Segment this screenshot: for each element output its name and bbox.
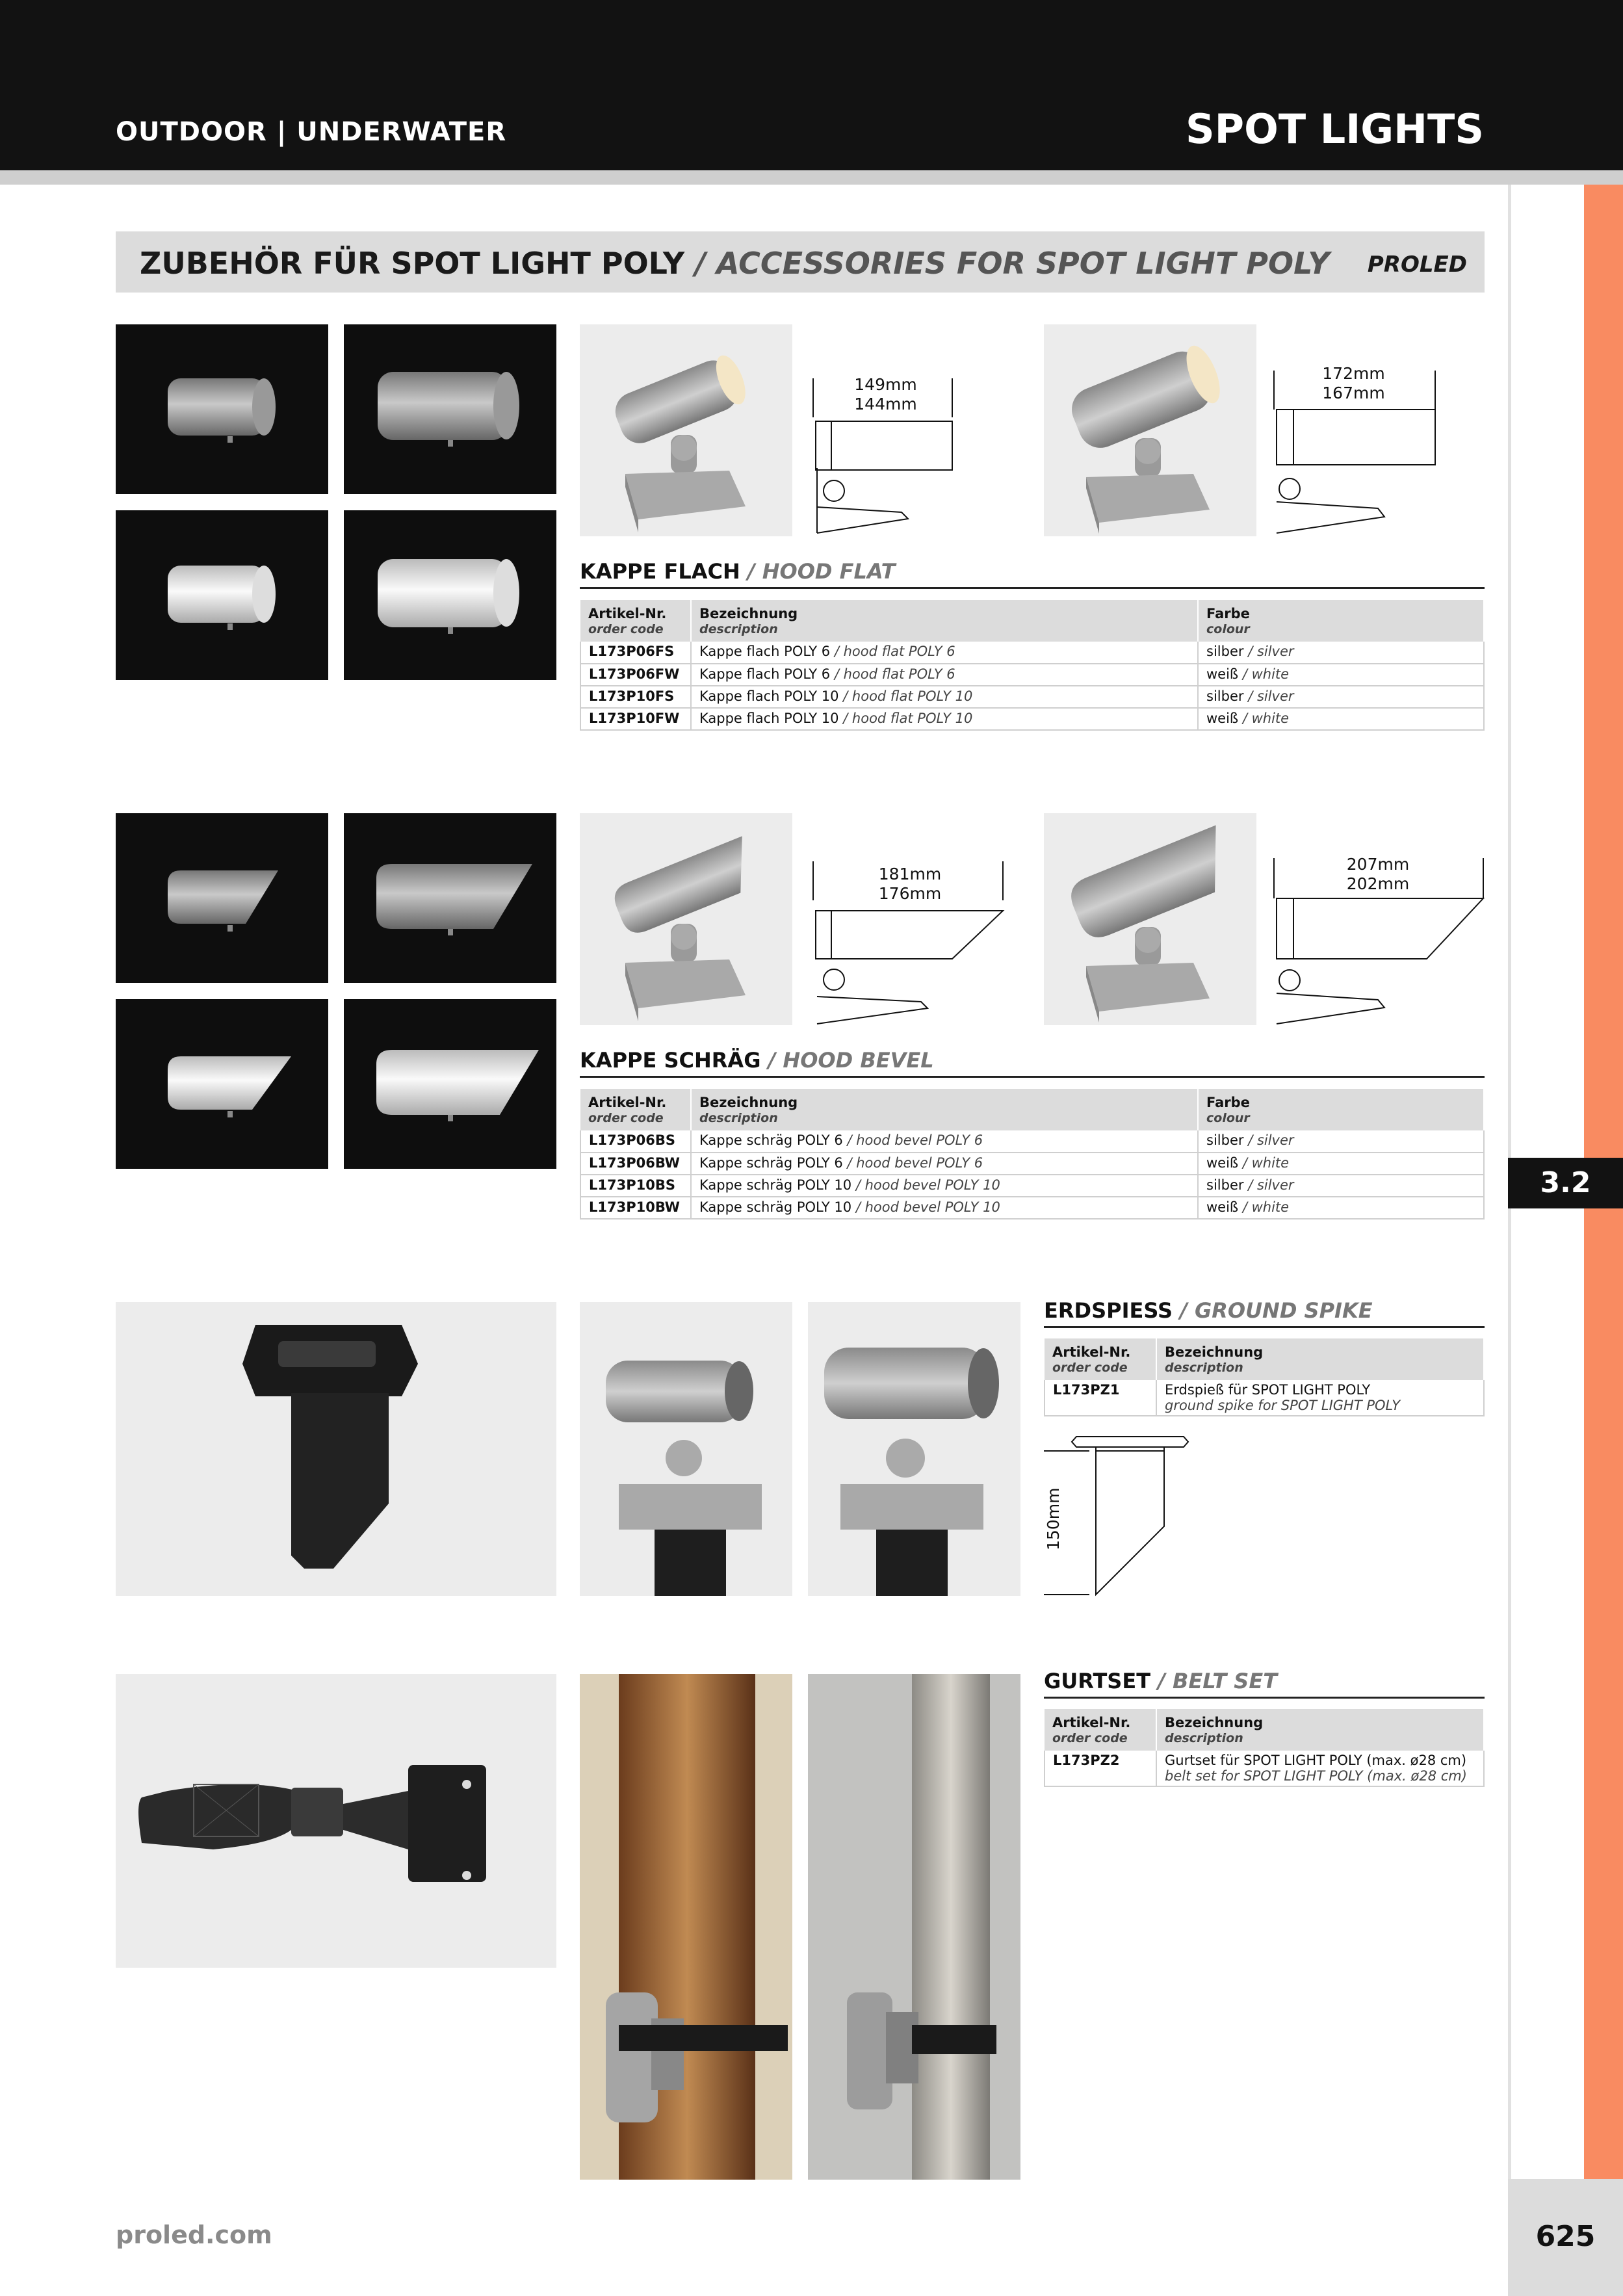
color-en: / white [1242, 1199, 1290, 1215]
poly10-bevel-dim-1: 207mm [1346, 855, 1410, 874]
description [691, 642, 1198, 664]
color-de: weiß [1206, 1199, 1239, 1215]
page-number: 625 [1535, 2220, 1596, 2253]
page-title-en: / ACCESSORIES FOR SPOT LIGHT POLY [695, 246, 1330, 281]
color-de: weiß [1206, 711, 1239, 726]
hood-flat-title-en: / HOOD FLAT [747, 559, 896, 584]
col-code [1045, 1709, 1156, 1751]
desc-de: Kappe flach POLY 10 [699, 688, 839, 704]
desc-de: Gurtset für SPOT LIGHT POLY (max. ø28 cm) [1165, 1753, 1467, 1768]
belt-set-title [1044, 1669, 1277, 1693]
col-color-en: colour [1206, 622, 1250, 637]
desc-en: ground spike for SPOT LIGHT POLY [1165, 1398, 1401, 1413]
col-code-de: Artikel-Nr. [588, 606, 667, 621]
poly6-flat-dim-2: 144mm [854, 395, 917, 413]
belt-set-table [1044, 1709, 1485, 1787]
ground-spike-rule [1044, 1326, 1485, 1328]
table-row [580, 708, 1484, 730]
ground-spike-poly6-photo [580, 1302, 792, 1596]
col-code-en: order code [588, 1111, 664, 1126]
order-code: L173P10FW [580, 708, 691, 730]
order-code: L173P06BS [580, 1130, 691, 1153]
poly10-bevel-dim-2: 202mm [1346, 874, 1410, 893]
category-title: SPOT LIGHTS [1186, 105, 1484, 153]
col-code [580, 600, 691, 642]
ground-spike-title-en: / GROUND SPIKE [1180, 1298, 1373, 1323]
desc-de: Kappe schräg POLY 6 [699, 1155, 843, 1171]
page-title-de: ZUBEHÖR FÜR SPOT LIGHT POLY [140, 246, 685, 281]
color-en: / silver [1248, 644, 1294, 659]
poly6-flat-dim-1: 149mm [854, 375, 917, 394]
color-de: weiß [1206, 666, 1239, 682]
order-code: L173P10BS [580, 1175, 691, 1197]
hood-bevel-silver-small-photo [116, 813, 328, 983]
ground-spike-photo [116, 1302, 556, 1596]
colour [1198, 664, 1484, 686]
belt-set-title-en: / BELT SET [1158, 1669, 1278, 1693]
margin-rule [1508, 185, 1511, 2296]
desc-en: / hood flat POLY 6 [834, 644, 955, 659]
col-color-de: Farbe [1206, 1095, 1250, 1110]
description [691, 1175, 1198, 1197]
poly6-bevel-dim-2: 176mm [878, 884, 942, 903]
poly6-bevel-spot-photo [580, 813, 792, 1025]
col-color [1198, 1089, 1484, 1130]
colour [1198, 1197, 1484, 1219]
order-code: L173PZ2 [1045, 1751, 1156, 1786]
colour [1198, 1153, 1484, 1175]
header-strip [0, 170, 1623, 185]
color-de: silber [1206, 688, 1244, 704]
hood-bevel-white-large-photo [344, 999, 556, 1169]
desc-en: / hood flat POLY 10 [843, 688, 973, 704]
colour [1198, 686, 1484, 708]
table-row [580, 642, 1484, 664]
color-en: / white [1242, 711, 1290, 726]
poly6-flat-spot-photo [580, 324, 792, 536]
hood-bevel-title-de: KAPPE SCHRÄG [580, 1048, 761, 1073]
desc-en: / hood flat POLY 10 [843, 711, 973, 726]
desc-de: Kappe schräg POLY 6 [699, 1132, 843, 1148]
col-color [1198, 600, 1484, 642]
poly6-flat-dim-label [848, 375, 923, 414]
col-code-en: order code [1052, 1361, 1128, 1376]
colour [1198, 642, 1484, 664]
poly10-flat-dim-label [1316, 364, 1391, 403]
description [691, 1153, 1198, 1175]
color-de: silber [1206, 1132, 1244, 1148]
chapter-marker[interactable]: 3.2 [1508, 1158, 1623, 1208]
col-desc [1156, 1709, 1484, 1751]
desc-de: Erdspieß für SPOT LIGHT POLY [1165, 1382, 1371, 1398]
desc-de: Kappe schräg POLY 10 [699, 1199, 852, 1215]
table-row [580, 1153, 1484, 1175]
belt-set-photo [116, 1674, 556, 1968]
description [1156, 1380, 1484, 1416]
table-row [1045, 1380, 1484, 1416]
col-code-de: Artikel-Nr. [1052, 1344, 1131, 1360]
color-en: / white [1242, 1155, 1290, 1171]
hood-flat-silver-large-photo [344, 324, 556, 494]
hood-flat-table [580, 600, 1485, 731]
col-desc-en: description [1165, 1361, 1243, 1376]
poly10-bevel-dim-label [1339, 855, 1417, 894]
col-desc-de: Bezeichnung [1165, 1344, 1264, 1360]
hood-flat-title [580, 559, 895, 584]
section-label: OUTDOOR | UNDERWATER [116, 117, 507, 147]
color-de: weiß [1206, 1155, 1239, 1171]
desc-en: / hood bevel POLY 10 [855, 1199, 1000, 1215]
ground-spike-title [1044, 1298, 1373, 1323]
colour [1198, 1175, 1484, 1197]
ground-spike-table [1044, 1338, 1485, 1416]
belt-set-title-de: GURTSET [1044, 1669, 1151, 1693]
hood-flat-silver-small-photo [116, 324, 328, 494]
col-code-de: Artikel-Nr. [1052, 1715, 1131, 1730]
table-row [580, 1175, 1484, 1197]
hood-flat-white-small-photo [116, 510, 328, 680]
poly10-flat-dim-2: 167mm [1322, 384, 1385, 402]
col-color-de: Farbe [1206, 606, 1250, 621]
col-desc-de: Bezeichnung [699, 606, 798, 621]
belt-set-rule [1044, 1697, 1485, 1699]
order-code: L173P06BW [580, 1153, 691, 1175]
desc-en: / hood bevel POLY 6 [847, 1132, 983, 1148]
order-code: L173P10BW [580, 1197, 691, 1219]
hood-flat-rule [580, 587, 1485, 589]
poly10-flat-dim-1: 172mm [1322, 364, 1385, 383]
ground-spike-poly10-photo [808, 1302, 1020, 1596]
hood-bevel-silver-large-photo [344, 813, 556, 983]
color-de: silber [1206, 1177, 1244, 1193]
belt-set-pole-photo [808, 1674, 1020, 2180]
color-en: / silver [1248, 1132, 1294, 1148]
col-desc-de: Bezeichnung [699, 1095, 798, 1110]
table-row [580, 1197, 1484, 1219]
desc-en: / hood bevel POLY 10 [855, 1177, 1000, 1193]
col-code [1045, 1338, 1156, 1380]
hood-bevel-white-small-photo [116, 999, 328, 1169]
col-code [580, 1089, 691, 1130]
desc-en: / hood flat POLY 6 [834, 666, 955, 682]
desc-de: Kappe flach POLY 6 [699, 666, 831, 682]
poly10-flat-spot-photo [1044, 324, 1256, 536]
poly6-bevel-dim-label [871, 865, 949, 904]
description [691, 708, 1198, 730]
hood-flat-title-de: KAPPE FLACH [580, 559, 740, 584]
col-desc-en: description [699, 1111, 778, 1126]
hood-bevel-title-en: / HOOD BEVEL [768, 1048, 934, 1073]
ground-spike-dimension-drawing [1044, 1430, 1193, 1599]
col-code-de: Artikel-Nr. [588, 1095, 667, 1110]
color-en: / silver [1248, 1177, 1294, 1193]
description [691, 686, 1198, 708]
colour [1198, 1130, 1484, 1153]
poly6-bevel-dim-1: 181mm [878, 865, 942, 883]
brand-logo: PROLED [1367, 252, 1467, 278]
colour [1198, 708, 1484, 730]
description [691, 1130, 1198, 1153]
desc-en: belt set for SPOT LIGHT POLY (max. ø28 cm) [1165, 1768, 1467, 1784]
hood-bevel-rule [580, 1076, 1485, 1078]
col-desc-de: Bezeichnung [1165, 1715, 1264, 1730]
hood-flat-white-large-photo [344, 510, 556, 680]
page-title [140, 246, 1330, 281]
col-desc [1156, 1338, 1484, 1380]
col-code-en: order code [588, 622, 664, 637]
desc-de: Kappe flach POLY 10 [699, 711, 839, 726]
poly10-bevel-spot-photo [1044, 813, 1256, 1025]
desc-de: Kappe schräg POLY 10 [699, 1177, 852, 1193]
footer-url[interactable]: proled.com [116, 2221, 272, 2249]
table-row [580, 686, 1484, 708]
color-de: silber [1206, 644, 1244, 659]
hood-bevel-title [580, 1048, 934, 1073]
order-code: L173P06FS [580, 642, 691, 664]
desc-en: / hood bevel POLY 6 [847, 1155, 983, 1171]
desc-de: Kappe flach POLY 6 [699, 644, 831, 659]
description [691, 1197, 1198, 1219]
order-code: L173P10FS [580, 686, 691, 708]
description [691, 664, 1198, 686]
table-row [1045, 1751, 1484, 1786]
table-row [580, 664, 1484, 686]
ground-spike-title-de: ERDSPIESS [1044, 1298, 1173, 1323]
description [1156, 1751, 1484, 1786]
table-row [580, 1130, 1484, 1153]
col-desc [691, 1089, 1198, 1130]
order-code: L173P06FW [580, 664, 691, 686]
order-code: L173PZ1 [1045, 1380, 1156, 1416]
col-desc-en: description [699, 622, 778, 637]
ground-spike-dim-label: 150mm [1044, 1487, 1063, 1550]
col-color-en: colour [1206, 1111, 1250, 1126]
belt-set-tree-photo [580, 1674, 792, 2180]
col-code-en: order code [1052, 1731, 1128, 1746]
color-en: / silver [1248, 688, 1294, 704]
col-desc-en: description [1165, 1731, 1243, 1746]
color-en: / white [1242, 666, 1290, 682]
col-desc [691, 600, 1198, 642]
hood-bevel-table [580, 1089, 1485, 1220]
